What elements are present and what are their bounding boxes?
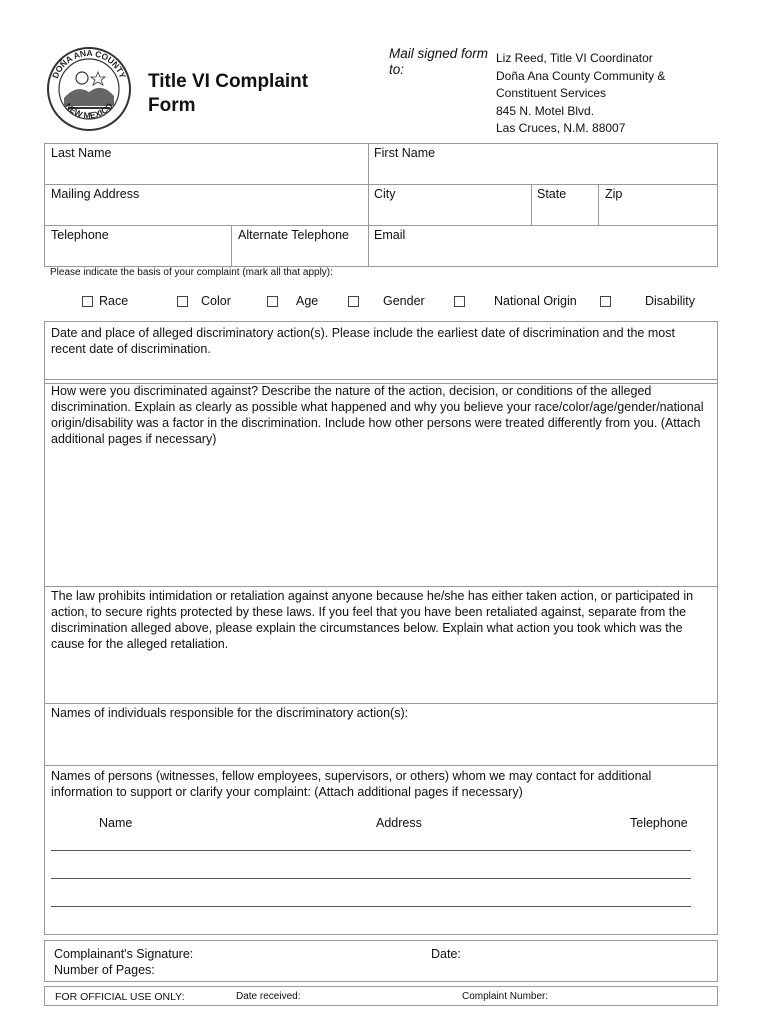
telephone-label: Telephone — [51, 228, 109, 242]
address-line: Las Cruces, N.M. 88007 — [496, 121, 626, 135]
address-line: 845 N. Motel Blvd. — [496, 103, 595, 118]
checkbox-icon — [177, 296, 188, 307]
form-title-line2: Form — [148, 95, 196, 116]
zip-field[interactable] — [598, 184, 718, 226]
signature-label: Complainant's Signature: — [54, 947, 194, 961]
checkbox-icon — [600, 296, 611, 307]
basis-national-origin-checkbox[interactable] — [454, 294, 577, 308]
address-line: Constituent Services — [496, 86, 607, 100]
witness-line[interactable] — [51, 878, 691, 879]
basis-race-checkbox[interactable] — [82, 294, 128, 308]
alternate-telephone-field[interactable] — [231, 225, 369, 267]
first-name-label: First Name — [374, 146, 436, 160]
checkbox-icon — [82, 296, 93, 307]
email-field[interactable] — [368, 225, 718, 267]
state-field[interactable] — [531, 184, 599, 226]
basis-color-checkbox[interactable] — [177, 294, 231, 308]
last-name-label: Last Name — [51, 146, 112, 160]
responsible-names-prompt: Names of individuals responsible for the discriminatory action(s): — [51, 706, 409, 720]
retaliation-field[interactable] — [44, 586, 718, 704]
form-title-line1: Title VI Complaint — [148, 71, 309, 92]
address-line: Doña Ana County Community & — [496, 68, 666, 83]
checkbox-icon — [267, 296, 278, 307]
address-line: Liz Reed, Title VI Coordinator — [496, 51, 653, 65]
alternate-telephone-label: Alternate Telephone — [238, 228, 349, 242]
date-place-field[interactable] — [44, 321, 718, 384]
witness-line[interactable] — [51, 850, 691, 851]
svg-text:NEW MEXICO: NEW MEXICO — [63, 100, 115, 121]
mailing-address-block — [496, 50, 665, 138]
witness-line[interactable] — [51, 906, 691, 907]
date-received-label: Date received: — [236, 991, 301, 1002]
checkbox-icon — [348, 296, 359, 307]
basis-gender-checkbox[interactable] — [348, 294, 425, 308]
first-name-field[interactable] — [368, 143, 718, 185]
witness-telephone-header: Telephone — [630, 816, 688, 830]
signature-box[interactable] — [44, 940, 718, 982]
date-label: Date: — [431, 947, 461, 961]
basis-race-label: Race — [99, 294, 129, 308]
complaint-number-label: Complaint Number: — [462, 991, 549, 1002]
witness-name-header: Name — [99, 816, 133, 830]
basis-age-label: Age — [296, 294, 319, 308]
basis-disability-checkbox[interactable] — [600, 294, 695, 308]
form-title — [148, 70, 348, 118]
official-use-label: FOR OFFICIAL USE ONLY: — [55, 991, 185, 1003]
basis-gender-label: Gender — [383, 294, 425, 308]
mailing-address-label: Mailing Address — [51, 187, 140, 201]
basis-prompt: Please indicate the basis of your complaint (mark all that apply): — [50, 267, 333, 278]
witness-address-header: Address — [376, 816, 422, 830]
city-field[interactable] — [368, 184, 532, 226]
state-label: State — [537, 187, 567, 201]
date-place-prompt: Date and place of alleged discriminatory action(s). Please include the earliest date of discrimination and the most recent date of discrimination. — [51, 326, 675, 356]
basis-age-checkbox[interactable] — [267, 294, 318, 308]
how-discriminated-prompt: How were you discriminated against? Describe the nature of the action, decision, or conditions of the alleged discrimination. Explain as clearly as possible what happened and why you believe your race/color/age/gender/national origin/disability was a factor in the discrimination. Include how other persons were treated differently from you. (Attach additional pages if necessary) — [51, 384, 704, 446]
zip-label: Zip — [605, 187, 623, 201]
basis-national-origin-label: National Origin — [494, 294, 577, 308]
witnesses-section — [44, 765, 718, 935]
responsible-names-field[interactable] — [44, 703, 718, 766]
basis-color-label: Color — [201, 294, 231, 308]
last-name-field[interactable] — [44, 143, 369, 185]
witnesses-prompt: Names of persons (witnesses, fellow employees, supervisors, or others) whom we may contact for additional information to support or clarify your complaint: (Attach additional pages if necessary) — [51, 769, 652, 799]
email-label: Email — [374, 228, 406, 242]
how-discriminated-field[interactable] — [44, 379, 718, 587]
city-label: City — [374, 187, 396, 201]
number-of-pages-label: Number of Pages: — [54, 963, 155, 977]
mail-to-label: Mail signed form to: — [389, 46, 489, 77]
county-seal-logo — [46, 46, 132, 132]
svg-text:DOÑA ANA COUNTY: DOÑA ANA COUNTY — [50, 47, 128, 80]
checkbox-icon — [454, 296, 465, 307]
telephone-field[interactable] — [44, 225, 232, 267]
retaliation-prompt: The law prohibits intimidation or retaliation against anyone because he/she has either taken action, or participated in action, to secure rights protected by these laws. If you feel that you have been retaliated against, separate from the discrimination alleged above, please explain the circumstances below. Explain what action you took which was the cause for the alleged retaliation. — [51, 589, 694, 651]
mailing-address-field[interactable] — [44, 184, 369, 226]
official-use-box — [44, 986, 718, 1006]
basis-disability-label: Disability — [645, 294, 696, 308]
